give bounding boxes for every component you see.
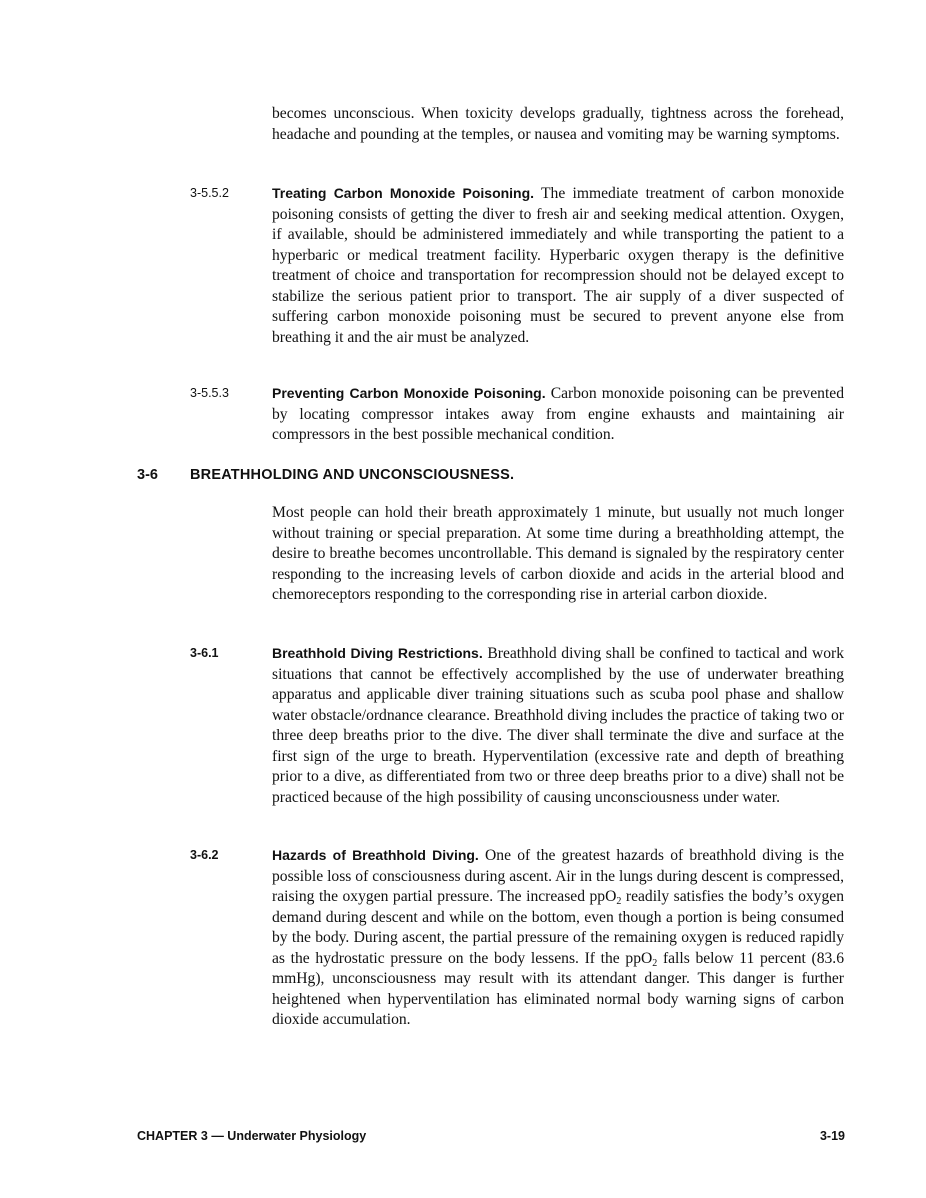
section-title: Breathhold Diving Restrictions. xyxy=(272,645,483,661)
section-number-3-5-5-2: 3-5.5.2 xyxy=(190,186,229,200)
section-3-6-intro: Most people can hold their breath approximately 1 minute, but usually not much longer without training or special preparation. At some time during a breathholding attempt, the desire to breathe becomes uncontrollable. This demand is signaled by the respiratory center responding to the increasing levels of carbon dioxide and acids in the arterial blood and chemoreceptors responding to the corresponding rise in arterial carbon dioxide. xyxy=(272,504,844,603)
section-title: Preventing Carbon Monoxide Poisoning. xyxy=(272,385,546,401)
footer-page-number: 3-19 xyxy=(819,1129,845,1143)
section-text: Breathhold diving shall be confined to tactical and work situations that cannot be effectively accomplished by the use of underwater breathing apparatus and applicable diver training situations such as scuba pool phase and shallow water obstacle/ordnance clearance. Breathhold diving includes the practice of taking two or three deep breaths prior to the dive. The diver shall terminate the dive and surface at the first sign of the urge to breath. Hyperventilation (excessive rate and depth of breathing prior to a dive, as differentiated from two or three deep breaths prior to a dive) shall not be practiced because of the high possibility of causing unconsciousness under water. xyxy=(272,645,844,806)
subscript-2: 2 xyxy=(652,957,658,969)
section-text-part-2: readily satisfies the body’s oxygen demand during descent and while on the bottom, even though a portion is being consumed by the body. During ascent, the partial pressure of the remaining oxygen is reduced rapidly as the hydrostatic pressure on the body lessens. If the ppO xyxy=(272,888,844,967)
section-number-3-5-5-3: 3-5.5.3 xyxy=(190,386,229,400)
subscript-2: 2 xyxy=(616,896,622,907)
section-text: The immediate treatment of carbon monoxide poisoning consists of getting the diver to fresh air and seeking medical attention. Oxygen, if available, should be administered immediately and while transporting the patient to a hyperbaric or medical treatment facility. Hyperbaric oxygen therapy is the definitive treatment of choice and transportation for recompression should not be delayed except to stabilize the serious patient prior to transport. The air supply of a diver suspected of suffering carbon monoxide poisoning must be secured to prevent anyone else from breathing it and the air must be analyzed. xyxy=(272,185,844,346)
section-text-part-1: One of the greatest hazards of breathhold diving is the possible loss of consciousness during ascent. Air in the lungs during descent is compressed, raising the oxygen partial pressure. The increased ppO xyxy=(272,847,844,905)
section-heading-3-6: BREATHHOLDING AND UNCONSCIOUSNESS. xyxy=(190,467,515,483)
section-3-5-5-2-paragraph xyxy=(272,183,844,348)
section-text: Carbon monoxide poisoning can be prevented by locating compressor intakes away from engine exhausts and maintaining air compressors in the best possible mechanical condition. xyxy=(272,385,844,443)
section-number-3-6: 3-6 xyxy=(137,467,158,483)
section-number-3-6-2: 3-6.2 xyxy=(190,848,219,862)
continuation-paragraph: becomes unconscious. When toxicity develops gradually, tightness across the forehead, headache and pounding at the temples, or nausea and vomiting may be warning symptoms. xyxy=(272,105,844,143)
section-3-6-1-paragraph xyxy=(272,643,844,808)
section-3-5-5-3-paragraph xyxy=(272,383,844,446)
section-title: Hazards of Breathhold Diving. xyxy=(272,847,479,863)
section-number-3-6-1: 3-6.1 xyxy=(190,646,219,660)
footer-chapter-title: CHAPTER 3 — Underwater Physiology xyxy=(137,1129,367,1143)
section-3-6-2-paragraph xyxy=(272,845,844,1031)
section-title: Treating Carbon Monoxide Poisoning. xyxy=(272,185,535,201)
section-text-part-3: falls below 11 percent (83.6 mmHg), unconsciousness may result with its attendant danger. This danger is further heightened when hyperventilation has eliminated normal body warning signs of carbon dioxide accumulation. xyxy=(272,949,844,1028)
